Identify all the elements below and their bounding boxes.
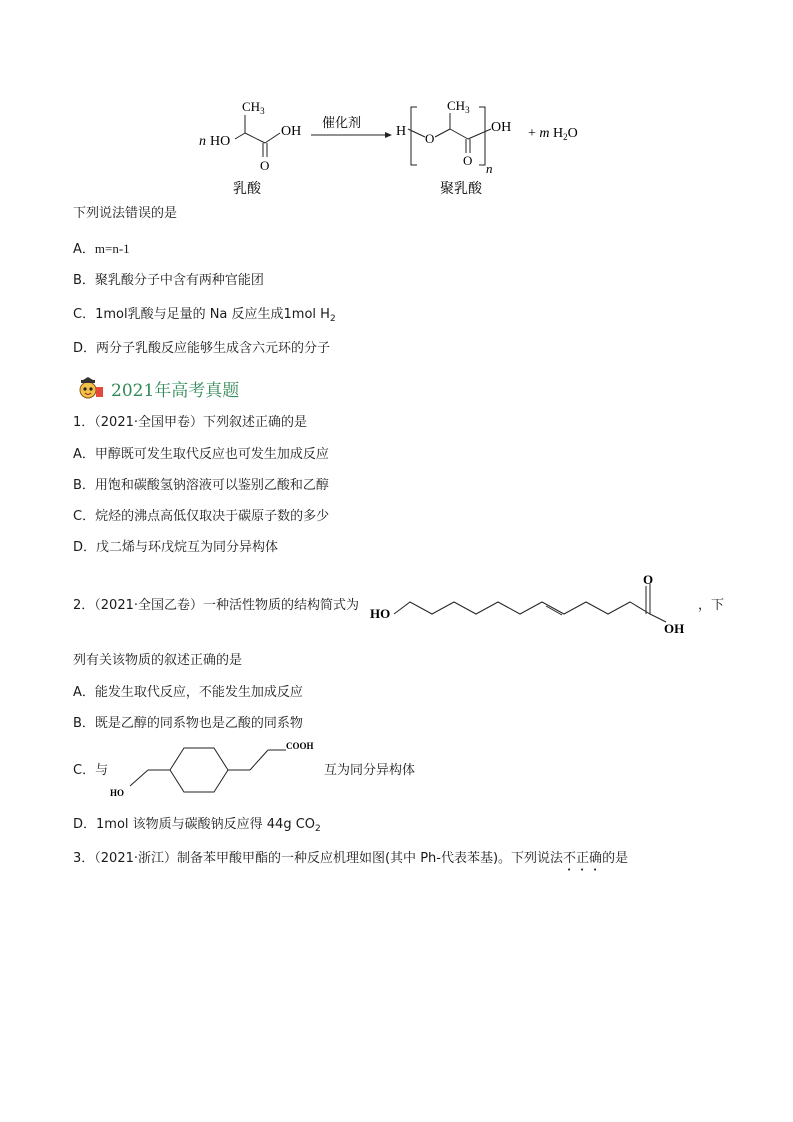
- label-product: 聚乳酸: [440, 182, 482, 197]
- reaction-scheme: [195, 95, 615, 205]
- q1-option-d: [73, 539, 278, 557]
- option-letter: A．: [73, 242, 95, 257]
- q2-option-d: [73, 816, 321, 838]
- poly-o-label: O: [463, 153, 473, 168]
- active-substance-structure: [368, 572, 698, 638]
- struct-cooh: COOH: [286, 741, 314, 751]
- option-letter: A．: [73, 685, 95, 700]
- poly-ch3-label: $CH_3$: [447, 98, 470, 115]
- q2-stem-tail: ，下: [698, 598, 725, 613]
- o-label: O: [260, 158, 270, 173]
- option-letter: A．: [73, 447, 95, 462]
- subscript-n: n: [486, 161, 493, 176]
- option-text: m=n-1: [94, 241, 130, 256]
- mascot-icon: [75, 377, 105, 401]
- catalyst-label: 催化剂: [322, 115, 362, 130]
- q1-option-a: [73, 446, 329, 464]
- ho-label: HO: [210, 134, 231, 149]
- intro-stem: 下列说法错误的是: [73, 206, 178, 221]
- q3-stem: [73, 850, 628, 874]
- struct-ho-c: HO: [110, 788, 125, 798]
- option-letter: C．: [73, 509, 96, 524]
- option-text: 能发生取代反应，不能发生加成反应: [94, 685, 303, 700]
- option-letter: C．: [73, 763, 96, 778]
- intro-option-c: [73, 306, 336, 328]
- intro-option-a: [73, 240, 130, 259]
- option-letter: C．: [73, 307, 96, 322]
- water-term: + m $H_2O$: [528, 126, 578, 142]
- option-sub: 2: [315, 824, 321, 834]
- option-text: 1mol 该物质与碳酸钠反应得 44g CO: [96, 817, 316, 832]
- q2-option-b: [73, 715, 303, 733]
- q3-stem-text: 3．（2021·浙江）制备苯甲酸甲酯的一种反应机理如图(其中 Ph-代表苯基)。下列说法: [73, 851, 564, 866]
- option-letter: B．: [73, 478, 95, 493]
- q2-stem: 2．（2021·全国乙卷）一种活性物质的结构简式为: [73, 598, 359, 613]
- option-text: 两分子乳酸反应能够生成含六元环的分子: [96, 341, 331, 356]
- q3-stem-end: 的是: [602, 851, 629, 866]
- q2-stem-cont: 列有关该物质的叙述正确的是: [73, 653, 243, 668]
- option-letter: D．: [73, 817, 97, 832]
- option-letter: D．: [73, 341, 97, 356]
- ring-o-label: O: [425, 131, 435, 146]
- option-text: 聚乳酸分子中含有两种官能团: [94, 273, 264, 288]
- option-text: 烷烃的沸点高低仅取决于碳原子数的多少: [95, 509, 330, 524]
- q2-option-c: [73, 762, 108, 780]
- intro-option-d: [73, 340, 330, 358]
- option-text: 既是乙醇的同系物也是乙酸的同系物: [94, 716, 303, 731]
- ch3-label: $CH_3$: [242, 99, 265, 116]
- label-reactant: 乳酸: [233, 182, 261, 197]
- h-label: H: [396, 124, 407, 139]
- q2-option-c-tail: 互为同分异构体: [324, 763, 416, 778]
- intro-option-b: [73, 272, 264, 290]
- option-text: 与: [95, 763, 109, 778]
- oh-label: OH: [281, 124, 302, 139]
- option-text: 甲醇既可发生取代反应也可发生加成反应: [94, 447, 329, 462]
- poly-oh-label: OH: [491, 120, 512, 135]
- section-title-text: 2021年高考真题: [111, 381, 240, 401]
- cyclohexane-structure: [108, 738, 323, 808]
- q1-option-b: [73, 477, 329, 495]
- q3-stem-emphasis: 不正确: [563, 851, 603, 866]
- struct-ho: HO: [370, 606, 391, 621]
- option-text: 1mol乳酸与足量的 Na 反应生成1mol H: [95, 307, 330, 322]
- q2-option-a: [73, 684, 303, 702]
- option-letter: D．: [73, 540, 97, 555]
- option-text: 用饱和碳酸氢钠溶液可以鉴别乙酸和乙醇: [94, 478, 329, 493]
- option-text: 戊二烯与环戊烷互为同分异构体: [96, 540, 279, 555]
- option-sub: 2: [329, 314, 336, 324]
- q1-stem: 1．（2021·全国甲卷）下列叙述正确的是: [73, 415, 307, 430]
- option-letter: B．: [73, 716, 95, 731]
- coef-n: n: [199, 134, 206, 149]
- q1-option-c: [73, 508, 329, 526]
- option-letter: B．: [73, 273, 95, 288]
- struct-oh: OH: [664, 621, 685, 636]
- struct-o: O: [643, 572, 654, 587]
- section-heading: [75, 376, 239, 401]
